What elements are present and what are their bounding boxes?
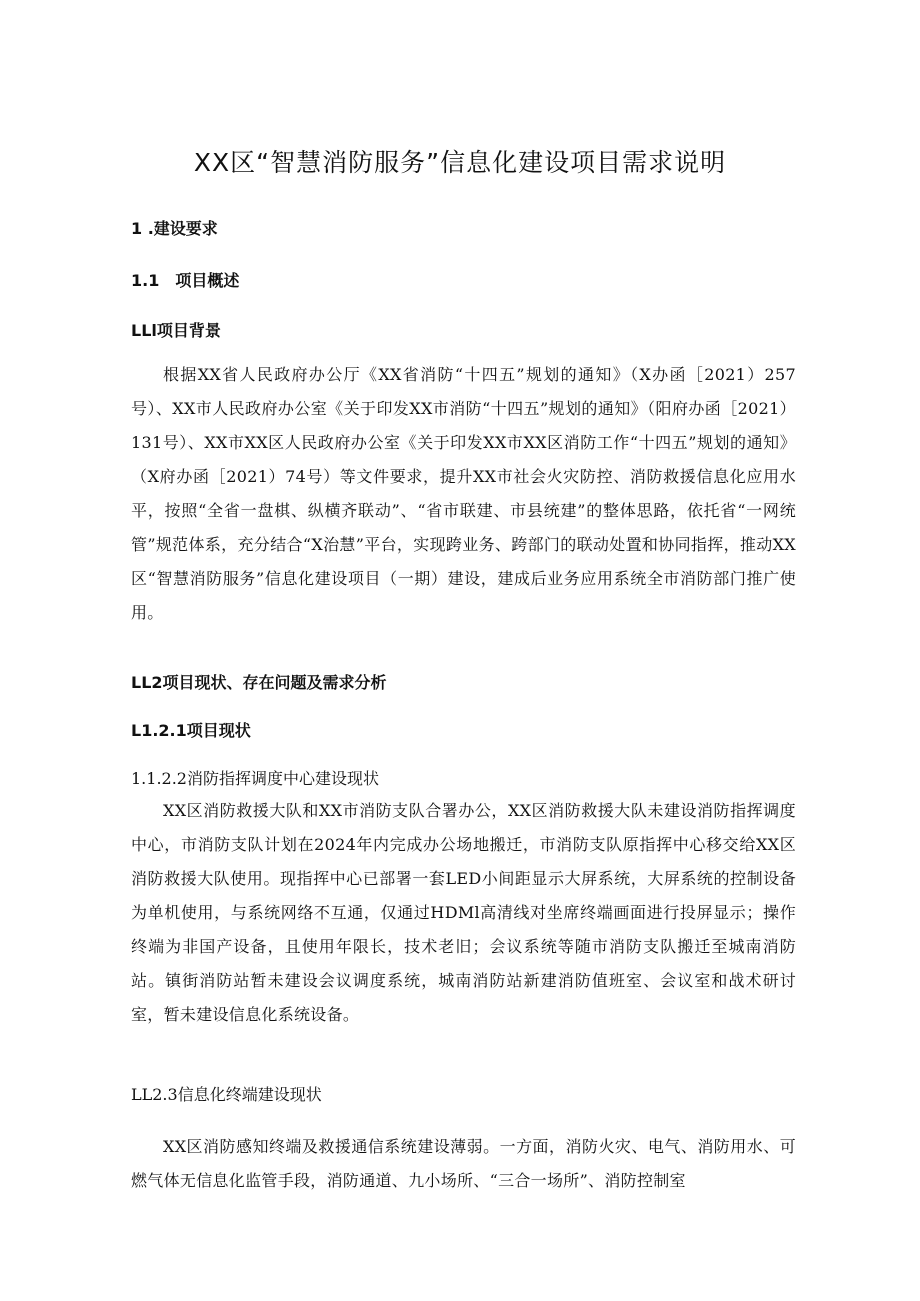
- heading-1: 1 .建设要求: [131, 219, 218, 238]
- heading-1-1-2-3: LL2.3信息化终端建设现状: [131, 1085, 322, 1104]
- heading-1-1-1: LLl项目背景: [131, 321, 221, 340]
- paragraph-terminal: XX区消防感知终端及救援通信系统建设薄弱。一方面，消防火灾、电气、消防用水、可燃气体无信息化监管手段，消防通道、九小场所、“三合一场所”、消防控制室: [131, 1137, 796, 1190]
- heading-1-1-2: LL2项目现状、存在问题及需求分析: [131, 673, 387, 692]
- heading-1-1: 1.1 项目概述: [131, 271, 240, 290]
- paragraph-background: 根据XX省人民政府办公厅《XX省消防“十四五”规划的通知》（X办函［2021）257号）、XX市人民政府办公室《关于印发XX市消防“十四五”规划的通知》（阳府办函［2021）131号）、XX市XX区人民政府办公室《关于印发XX市XX区消防工作“十四五”规划的通知》（X府办函［2021）74号）等文件要求，提升XX市社会火灾防控、消防救援信息化应用水平，按照“全省一盘棋、纵横齐联动”、“省市联建、市县统建”的整体思路，依托省“一网统管”规范体系，充分结合“X治慧”平台，实现跨业务、跨部门的联动处置和协同指挥，推动XX区“智慧消防服务”信息化建设项目（一期）建设，建成后业务应用系统全市消防部门推广使用。: [131, 365, 796, 622]
- document-title: XX区“智慧消防服务”信息化建设项目需求说明: [193, 148, 727, 177]
- heading-1-1-2-1: L1.2.1项目现状: [131, 721, 251, 740]
- paragraph-dispatch-center: XX区消防救援大队和XX市消防支队合署办公，XX区消防救援大队未建设消防指挥调度中心，市消防支队计划在2024年内完成办公场地搬迁，市消防支队原指挥中心移交给XX区消防救援大队使用。现指挥中心已部署一套LED小间距显示大屏系统，大屏系统的控制设备为单机使用，与系统网络不互通，仅通过HDMl高清线对坐席终端画面进行投屏显示；操作终端为非国产设备，且使用年限长，技术老旧；会议系统等随市消防支队搬迁至城南消防站。镇街消防站暂未建设会议调度系统，城南消防站新建消防值班室、会议室和战术研讨室，暂未建设信息化系统设备。: [131, 801, 796, 1024]
- heading-1-1-2-2: 1.1.2.2消防指挥调度中心建设现状: [131, 769, 379, 788]
